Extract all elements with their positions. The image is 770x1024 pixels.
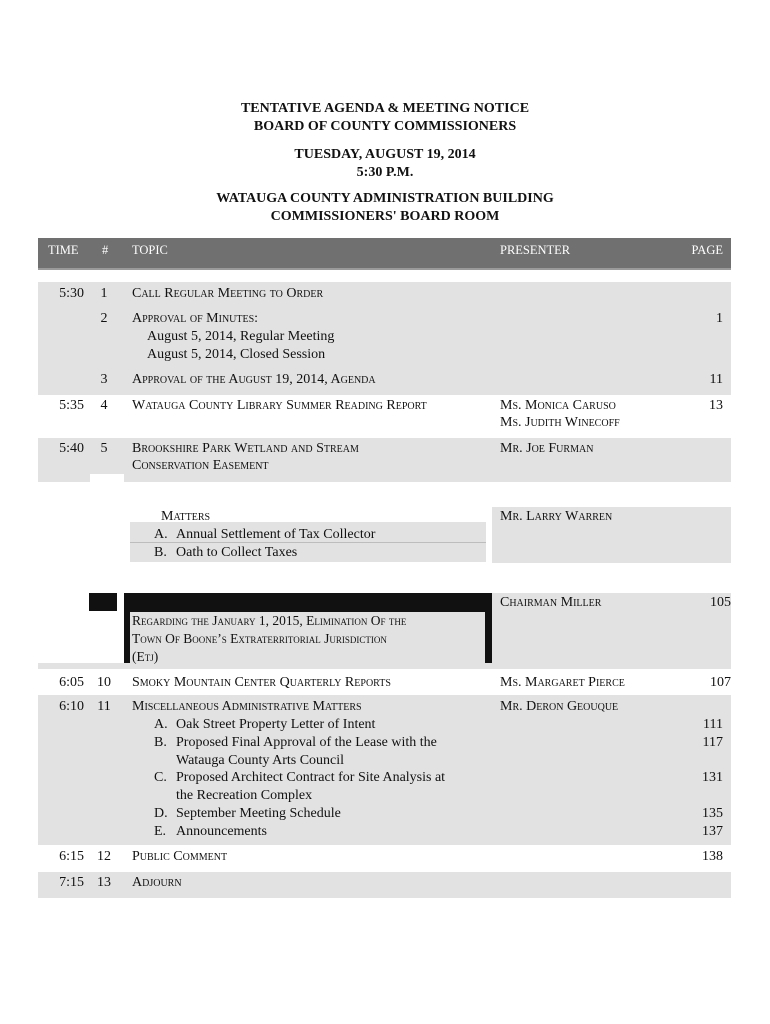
redaction-block xyxy=(89,593,117,611)
header-divider xyxy=(38,268,731,270)
item-topic: Public Comment xyxy=(132,849,228,864)
minutes-line: August 5, 2014, Regular Meeting xyxy=(147,329,335,344)
item-page: 131 xyxy=(702,770,723,785)
meeting-time: 5:30 P.M. xyxy=(356,165,414,180)
col-number: # xyxy=(102,243,109,257)
subitem xyxy=(154,526,375,544)
item-time: 7:15 xyxy=(59,875,84,890)
item-topic: (Etj) xyxy=(132,649,159,664)
subitem-text: Annual Settlement of Tax Collector xyxy=(176,527,376,542)
board-title: BOARD OF COUNTY COMMISSIONERS xyxy=(253,119,517,134)
subitem xyxy=(154,716,375,734)
item-page: 105 xyxy=(710,595,731,610)
item-number: 2 xyxy=(100,311,108,326)
agenda-title: TENTATIVE AGENDA & MEETING NOTICE xyxy=(240,101,530,116)
subitem xyxy=(154,544,297,562)
subitem xyxy=(154,823,267,841)
item-number: 3 xyxy=(100,372,108,387)
item-time: 5:30 xyxy=(59,286,84,301)
item-topic: Watauga County Library Summer Reading Report xyxy=(132,398,427,413)
subitem-key: B. xyxy=(154,735,167,750)
subitem-key: A. xyxy=(154,527,168,542)
subitem-text: Announcements xyxy=(176,824,267,839)
subitem xyxy=(154,805,341,823)
item-page: 137 xyxy=(702,824,723,839)
item-page: 13 xyxy=(709,398,723,413)
item-topic: Approval of the August 19, 2014, Agenda xyxy=(132,372,376,387)
subitem xyxy=(154,734,437,752)
subitem-text: September Meeting Schedule xyxy=(176,806,341,821)
item-topic: Smoky Mountain Center Quarterly Reports xyxy=(132,675,391,690)
item-topic: Matters xyxy=(161,509,211,524)
subitem-text: Oath to Collect Taxes xyxy=(176,545,298,560)
item-time: 5:35 xyxy=(59,398,84,413)
item-topic: Brookshire Park Wetland and Stream xyxy=(132,441,359,456)
meeting-date: TUESDAY, AUGUST 19, 2014 xyxy=(294,147,476,162)
col-page: PAGE xyxy=(691,243,723,257)
item-time: 6:05 xyxy=(59,675,84,690)
item-presenter: Ms. Monica Caruso xyxy=(500,398,616,413)
band-gap xyxy=(90,474,124,482)
item-page: 111 xyxy=(703,717,723,732)
subitem-text: Proposed Final Approval of the Lease with the xyxy=(176,735,437,750)
item-presenter: Ms. Judith Winecoff xyxy=(500,415,620,430)
subitem-key: E. xyxy=(154,824,167,839)
item-number: 10 xyxy=(97,675,111,690)
meeting-room: COMMISSIONERS' BOARD ROOM xyxy=(270,209,500,224)
subitem-continuation: the Recreation Complex xyxy=(176,788,313,803)
item-number: 13 xyxy=(97,875,111,890)
item-page: 138 xyxy=(702,849,723,864)
subitem-key: C. xyxy=(154,770,167,785)
item-time: 6:10 xyxy=(59,699,84,714)
item-time: 5:40 xyxy=(59,441,84,456)
subitem-continuation: Watauga County Arts Council xyxy=(176,753,345,768)
item-page: 135 xyxy=(702,806,723,821)
subitem-text: Proposed Architect Contract for Site Analysis at xyxy=(176,770,446,785)
meeting-location: WATAUGA COUNTY ADMINISTRATION BUILDING xyxy=(216,191,554,206)
subitem-key: D. xyxy=(154,806,168,821)
item-topic: Call Regular Meeting to Order xyxy=(132,286,324,301)
item-time: 6:15 xyxy=(59,849,84,864)
item-presenter: Mr. Larry Warren xyxy=(500,509,613,524)
subitem xyxy=(154,769,445,787)
subitem-key: B. xyxy=(154,545,167,560)
item-topic: Conservation Easement xyxy=(132,458,269,473)
minutes-line: August 5, 2014, Closed Session xyxy=(147,347,326,362)
item-page: 11 xyxy=(709,372,723,387)
col-topic: TOPIC xyxy=(132,243,168,257)
item-presenter: Chairman Miller xyxy=(500,595,602,610)
item-number: 12 xyxy=(97,849,111,864)
subitem-key: A. xyxy=(154,717,168,732)
item-presenter: Mr. Deron Geouque xyxy=(500,699,619,714)
col-presenter: PRESENTER xyxy=(500,243,571,257)
item-page: 117 xyxy=(702,735,723,750)
item-number: 5 xyxy=(100,441,108,456)
item-topic: Regarding the January 1, 2015, Elimination Of the xyxy=(132,613,407,628)
item-number: 11 xyxy=(97,699,111,714)
column-header-bar xyxy=(38,238,731,268)
item-number: 4 xyxy=(100,398,108,413)
item-number: 1 xyxy=(100,286,108,301)
item-page: 1 xyxy=(716,311,723,326)
item-presenter: Mr. Joe Furman xyxy=(500,441,594,456)
item-topic: Approval of Minutes: xyxy=(132,311,259,326)
item-presenter: Ms. Margaret Pierce xyxy=(500,675,625,690)
col-time: TIME xyxy=(48,243,79,257)
item-topic: Adjourn xyxy=(132,875,182,890)
item-topic: Miscellaneous Administrative Matters xyxy=(132,699,362,714)
item-page: 107 xyxy=(710,675,731,690)
subitem-text: Oak Street Property Letter of Intent xyxy=(176,717,376,732)
item-topic: Town Of Boone’s Extraterritorial Jurisdiction xyxy=(132,631,387,646)
